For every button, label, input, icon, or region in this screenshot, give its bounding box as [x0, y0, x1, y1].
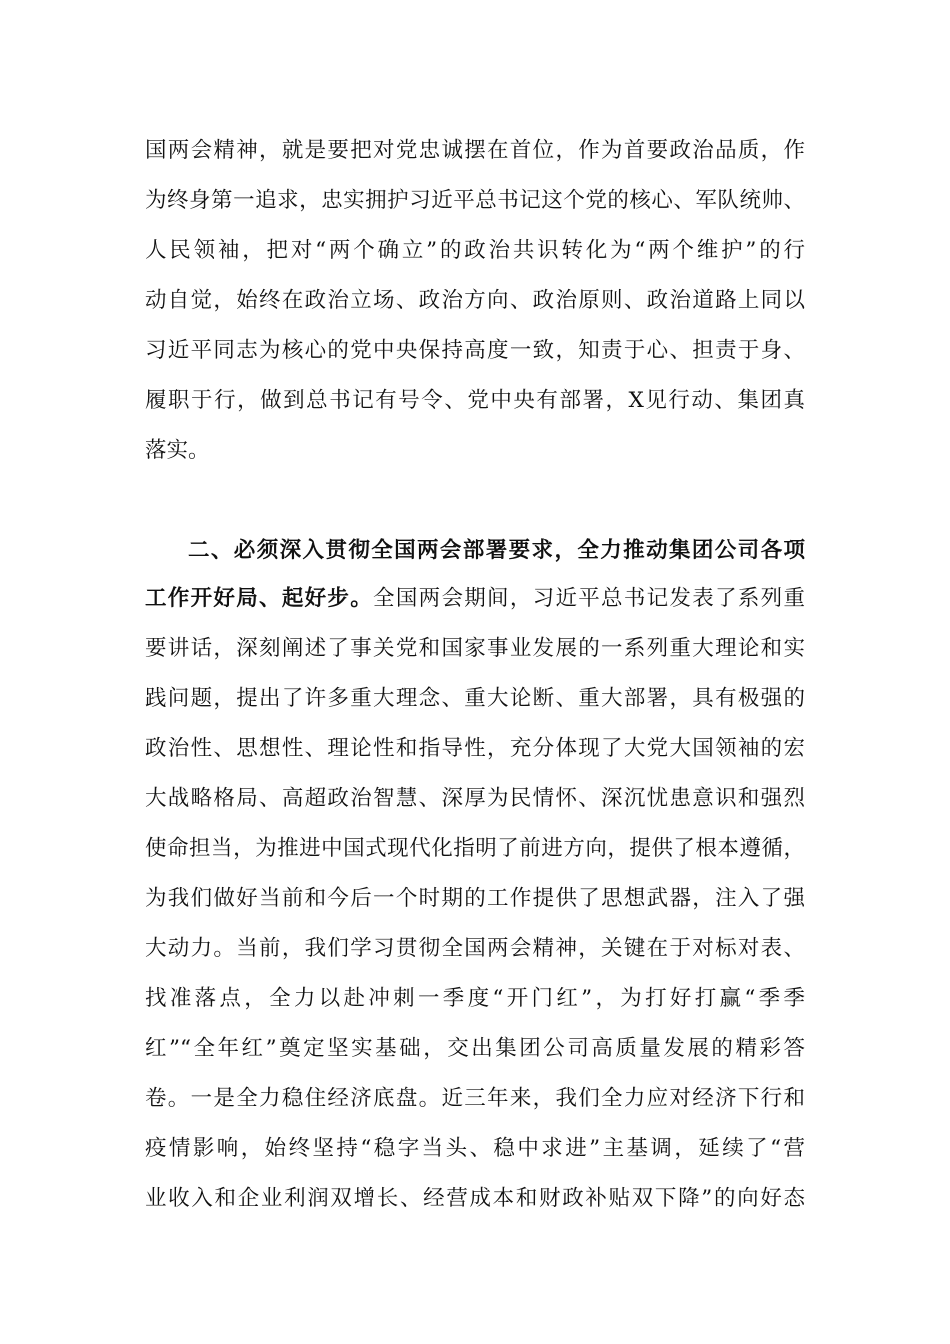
text-line: 疫情影响，始终坚持“稳字当头、稳中求进”主基调，延续了“营 [145, 1136, 805, 1161]
text-line: 大战略格局、高超政治智慧、深厚为民情怀、深沉忧患意识和强烈 [145, 786, 805, 811]
text-line: 红”“全年红”奠定坚实基础，交出集团公司高质量发展的精彩答 [145, 1036, 805, 1061]
text-line: 卷。一是全力稳住经济底盘。近三年来，我们全力应对经济下行和 [145, 1086, 805, 1111]
section-heading-tail: 工作开好局、起好步。 [145, 586, 374, 611]
text-line: 习近平同志为核心的党中央保持高度一致，知责于心、担责于身、 [145, 338, 805, 363]
text-line: 为我们做好当前和今后一个时期的工作提供了思想武器，注入了强 [145, 886, 805, 911]
text-span: 全国两会期间，习近平总书记发表了系列重 [373, 586, 805, 611]
text-line: 人民领袖，把对“两个确立”的政治共识转化为“两个维护”的行 [145, 238, 805, 263]
text-line-mixed [145, 581, 805, 617]
text-line: 践问题，提出了许多重大理念、重大论断、重大部署，具有极强的 [145, 686, 805, 711]
text-line: 落实。 [145, 438, 210, 463]
text-line: 找准落点，全力以赴冲刺一季度“开门红”，为打好打赢“季季 [145, 986, 805, 1011]
text-line: 履职于行，做到总书记有号令、党中央有部署，X见行动、集团真 [145, 388, 805, 413]
text-line: 使命担当，为推进中国式现代化指明了前进方向，提供了根本遵循， [145, 836, 805, 861]
text-line: 政治性、思想性、理论性和指导性，充分体现了大党大国领袖的宏 [145, 736, 805, 761]
text-line: 国两会精神，就是要把对党忠诚摆在首位，作为首要政治品质，作 [145, 138, 805, 163]
text-line: 业收入和企业利润双增长、经营成本和财政补贴双下降”的向好态 [145, 1186, 805, 1211]
text-line: 要讲话，深刻阐述了事关党和国家事业发展的一系列重大理论和实 [145, 636, 805, 661]
section-heading: 二、必须深入贯彻全国两会部署要求，全力推动集团公司各项 [188, 538, 805, 563]
text-line: 动自觉，始终在政治立场、政治方向、政治原则、政治道路上同以 [145, 288, 805, 313]
text-line: 为终身第一追求，忠实拥护习近平总书记这个党的核心、军队统帅、 [145, 188, 805, 213]
text-line: 大动力。当前，我们学习贯彻全国两会精神，关键在于对标对表、 [145, 936, 805, 961]
